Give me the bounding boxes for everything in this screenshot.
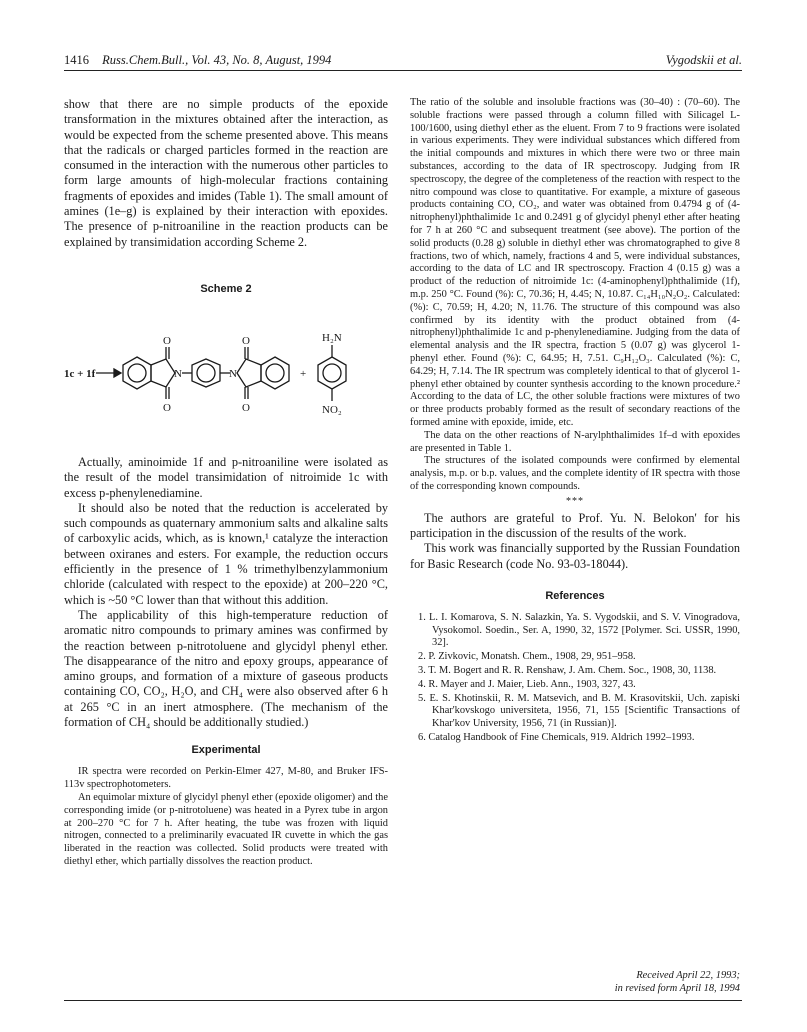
journal-citation: Russ.Chem.Bull., Vol. 43, No. 8, August, 1994 [102, 53, 332, 67]
scheme-reactants: 1c + 1f [64, 367, 96, 380]
references-heading: References [545, 589, 605, 602]
benzene-ring-2 [261, 357, 289, 389]
carbonyl-o-3: O [242, 334, 250, 347]
left-column [64, 97, 388, 869]
paragraph-fractions: The ratio of the soluble and insoluble fractions was (30–40) : (70–60). The soluble fractions were passed through a column filled with Silicagel L-100/1600, using diethyl ether as the eluent. From 7 to 9 fractions were isolated in various experiments. They were individual substances which differed from the initial compounds and mixtures in which there were two or three main substances, according to the data of IR spectroscopy. Judging from IR spectroscopy, the degree of the completeness of the reaction with respect to the nitro compound was close to quantitative. For example, a mixture of gaseous products containing CO, CO₂, and water was obtained from 0.4794 g of (4-nitrophenyl)phthalimide 1c and 0.2491 g of glycidyl phenyl ether after heating for 7 h at 260 °C and subsequent treatment (see above). The portion of the solid products (0.28 g) soluble in diethyl ether was chromatographed to give 8 fractions, two of which, namely, fractions 4 and 5, were individual substances, according to the data of LC and IR spectroscopy. Fraction 4 (0.15 g) was a product of the reduction of nitroimide 1c: (4-aminophenyl)phthalimide (1f), m.p. 250 °C. Found (%): C, 70.36; H, 4.45; N, 10.87. C₁₄H₁₀N₂O₂. Calculated: (%): C, 70.59; H, 4.20; N, 11.76. The structure of this compound was also confirmed by its identity with the product obtained from (4-nitrophenyl)phthalimide 1c and p-phenylenediamine. Judging from the data of elemental analysis and the IR spectra, fraction 5 (0.07 g) was glycerol 1-phenyl ether. Found (%): C, 64.95; H, 7.51. C₉H₁₂O₃. Calculated (%): C, 64.29; H, 7.14. The IR spectrum was completely identical to that of glycerol 1-phenyl ether obtained by counter synthesis according to the known procedure.² According to the data of LC, the other soluble fractions were mixtures of two or three products probably formed as the result of secondary reactions of the formed amine with epoxide, imide, etc. [410, 97, 740, 428]
header-rule [64, 70, 742, 71]
reference-item: 2. P. Zivkovic, Monatsh. Chem., 1908, 29, 951–958. [418, 651, 636, 663]
imide-ring-2 [237, 359, 261, 387]
imide-n-1: N [174, 367, 182, 380]
benzene-ring-1 [123, 357, 151, 389]
paragraph-transimidation: Actually, aminoimide 1f and p-nitroaniline were isolated as the result of the model transimidation of nitroimide 1c with excess p-phenylenediamine. [64, 454, 388, 500]
running-header [64, 53, 742, 68]
header-left [64, 53, 331, 68]
imide-ring-1 [151, 359, 175, 387]
carbonyl-o-1: O [163, 334, 171, 347]
paragraph-catalysis: It should also be noted that the reduction is accelerated by such compounds as quaternary ammonium salts and alkaline salts of carboxylic acids, which, as is known,¹ catalyze the interaction between oxiranes and esters. For example, the reduction occurs efficiently in the presence of 1 % trimethylbenzylammonium chloride (calculated with respect to the epoxide) at 200–220 °C, which is ~50 °C lower than that without this addition. [64, 500, 388, 607]
scheme-2-drawing [64, 295, 388, 455]
reference-item: 5. E. S. Khotinskii, R. M. Matsevich, and B. M. Krasovitskii, Uch. zapiski Khar'kovskogo universiteta, 1956, 71, 155 [Scientific Transactions of Khar'kov University, 1956, 71 (in Russian)]. [418, 692, 740, 730]
reference-item: 3. T. M. Bogert and R. R. Renshaw, J. Am. Chem. Soc., 1908, 30, 1138. [418, 665, 717, 677]
phenylene-ring [192, 359, 220, 387]
paragraph-structures: The structures of the isolated compounds were confirmed by elemental analysis, m.p. or b.p. values, and the complete identity of IR spectra with those of the corresponding known compounds. [410, 455, 740, 492]
experimental-heading: Experimental [191, 744, 261, 757]
carbonyl-o-4: O [242, 401, 250, 414]
page-number: 1416 [64, 53, 89, 67]
acknowledgement-1: The authors are grateful to Prof. Yu. N. Belokon' for his participation in the discussion of the results of the work. [410, 510, 740, 540]
scheme-plus: + [300, 367, 307, 380]
header-authors: Vygodskii et al. [665, 53, 742, 67]
reference-item: 1. L. I. Komarova, S. N. Salazkin, Ya. S. Vygodskii, and S. V. Vinogradova, Vysokomol. Soedin., Ser. A, 1990, 32, 1572 [Polymer. Sci. USSR, 1990, 32]. [418, 611, 740, 649]
carbonyl-o-2: O [163, 401, 171, 414]
paragraph-ir-spectra: IR spectra were recorded on Perkin-Elmer 427, M-80, and Bruker IFS-113v spectrophotometers. [64, 766, 388, 791]
footer-rule [64, 1000, 742, 1001]
nitroaniline-ring [318, 357, 346, 389]
reference-item: 4. R. Mayer and J. Maier, Lieb. Ann., 1903, 327, 43. [418, 678, 636, 690]
amino-group-label: H₂N [322, 331, 342, 344]
right-column [410, 97, 740, 746]
reaction-arrow-head [114, 369, 121, 377]
references-list [410, 612, 740, 745]
paragraph-procedure: An equimolar mixture of glycidyl phenyl ether (epoxide oligomer) and the corresponding imide (or p-nitrotoluene) was heated in a Pyrex tube in argon at 200–270 °C for 7 h. After heating, the tube was frozen with liquid nitrogen, connected to a preliminarily evacuated IR cuvette in which the gas liberated in the reaction was collected. Solid products were treated with diethyl ether, which partially dissolves the reaction product. [64, 791, 388, 867]
paragraph-applicability: The applicability of this high-temperature reduction of aromatic nitro compounds to primary amines was confirmed by the reaction between p-nitrotoluene and glycidyl phenyl ether. The disappearance of the nitro and epoxy groups, appearance of amino groups, and formation of a mixture of gaseous products containing CO, CO₂, H₂O, and CH₄ were also observed after 6 h at 265 °C in an inert atmosphere. (The mechanism of the formation of CH₄ should be additionally studied.) [64, 607, 388, 730]
paragraph-intro: show that there are no simple products of the epoxide transformation in the mixtures obtained after the interaction, as would be expected from the scheme presented above. This means that the radicals or charged particles formed in the reaction are consumed in the interaction with the numerous other particles to form large amounts of high-molecular fractions containing fragments of epoxides and imides (Table 1). The small amount of amines (1e–g) is explained by their interaction with epoxides. The presence of p-nitroaniline in the reaction products can be explained by transimidation according Scheme 2. [64, 97, 388, 249]
reference-item: 6. Catalog Handbook of Fine Chemicals, 919. Aldrich 1992–1993. [418, 732, 695, 744]
received-date: Received April 22, 1993; [636, 970, 740, 981]
scheme-2-structure [64, 295, 388, 455]
scheme-title: Scheme 2 [200, 282, 252, 295]
imide-n-2: N [229, 367, 237, 380]
nitro-group-label: NO₂ [322, 403, 342, 416]
section-separator: *** [566, 495, 584, 507]
revised-date: in revised form April 18, 1994 [614, 983, 740, 994]
acknowledgement-2: This work was financially supported by the Russian Foundation for Basic Research (code No. 93-03-18044). [410, 541, 740, 571]
received-dates [410, 969, 740, 995]
paragraph-other-reactions: The data on the other reactions of N-arylphthalimides 1f–d with epoxides are presented in Table 1. [410, 429, 740, 454]
